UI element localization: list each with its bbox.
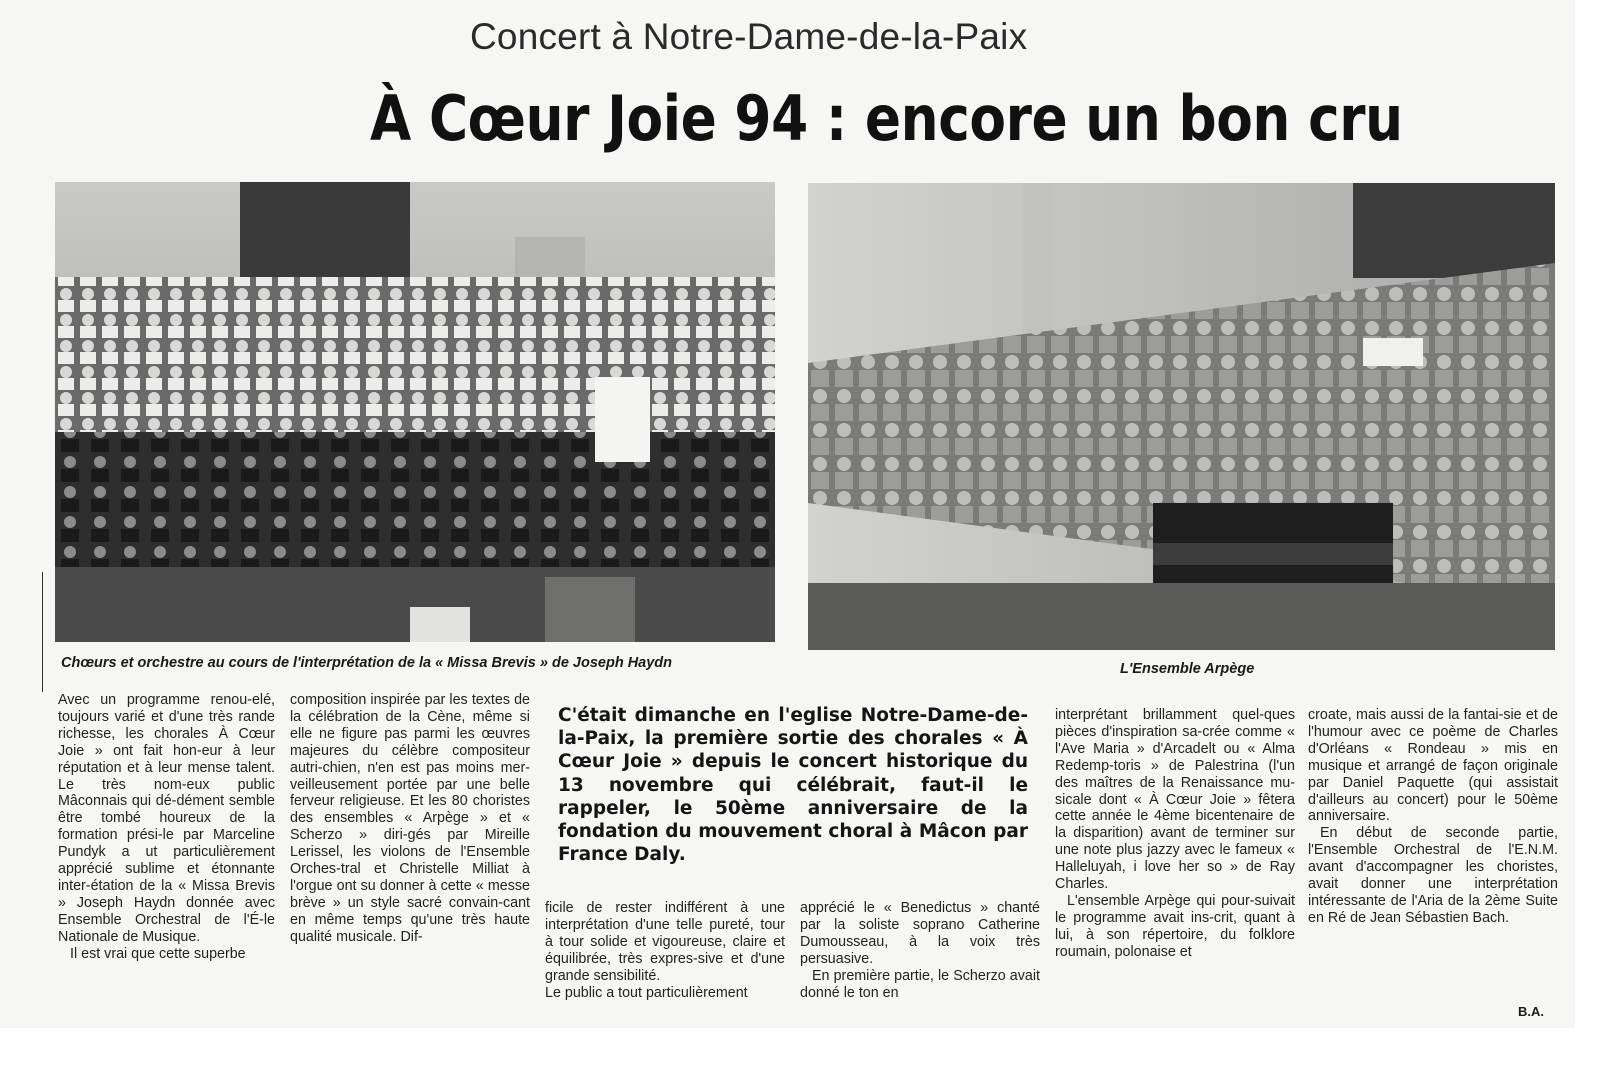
article-headline: À Cœur Joie 94 : encore un bon cru: [370, 82, 1403, 155]
article-column-5: [1055, 707, 1295, 1007]
photo-choir-orchestra: [55, 182, 775, 642]
author-signature: B.A.: [1518, 1004, 1544, 1019]
paragraph: En début de seconde partie, l'Ensemble Orchestral de l'E.N.M. avant d'accompagner les choristes, avait donner une interprétation intéressante de l'Aria de la 2ème Suite en Ré de Jean Sébastien Bach.: [1308, 825, 1558, 926]
paragraph: croate, mais aussi de la fantai-sie et de l'humour avec ce poème de Charles d'Orléans « Rondeau » mis en musique et arrangé de façon originale par Daniel Paquette (qui assistait d'ailleurs au concert) pour le 50ème anniversaire.: [1308, 707, 1558, 825]
paragraph: ficile de rester indifférent à une interprétation d'une telle pureté, tour à tour solide et vigoureuse, claire et équilibrée, très expres-sive et d'une grande sensibilité.: [545, 900, 785, 984]
paragraph: L'ensemble Arpège qui pour-suivait le programme avait ins-crit, quant à lui, à son répertoire, du folklore roumain, polonaise et: [1055, 892, 1295, 960]
paragraph: interprétant brillamment quel-ques pièces d'inspiration sa-crée comme « l'Ave Maria » d'Arcadelt ou « Alma Redemp-toris » de Palestrina (l'un des maîtres de la Renaissance mu-sicale dont « À Cœur Joie » fêtera cette année le 4ème bicentenaire de la disparition) avant de terminer sur une note plus jazzy avec le fameux « Halleluyah, i love her so » de Ray Charles.: [1055, 707, 1295, 893]
paragraph: Il est vrai que cette superbe: [70, 945, 246, 962]
photo-ensemble-arpege: [808, 183, 1555, 650]
article-column-2: [290, 692, 530, 1007]
article-column-1: [58, 692, 275, 1007]
article-column-3: [545, 900, 785, 1010]
paragraph: Avec un programme renou-elé, toujours varié et d'une très rande richesse, les chorales À Cœur Joie » ont fait hon-eur à leur réputation et à leur mense talent. Le très nom-eux public Mâconnais qui dé-dément semble être tombé houreux de la formation prési-le par Marceline Pundyk a ut particulièrement apprécié sublime et étonnante inter-étation de la « Missa Brevis » Joseph Haydn donnée avec Ensemble Orchestral de l'É-le Nationale de Musique.: [58, 692, 275, 945]
article-lead: C'était dimanche en l'eglise Notre-Dame-de-la-Paix, la première sortie des chorales « À Cœur Joie » depuis le concert historique du 13 novembre qui célébrait, faut-il le rappeler, le 50ème anniversaire de la fondation du mouvement choral à Mâcon par France Daly.: [558, 705, 1028, 866]
article-column-6: [1308, 707, 1558, 1002]
photo-choir-orchestra-image: [55, 182, 775, 642]
paragraph: apprécié le « Benedictus » chanté par la soliste soprano Catherine Dumousseau, à la voix très persuasive.: [800, 900, 1040, 967]
photo-right-caption: L'Ensemble Arpège: [1120, 661, 1255, 677]
article-column-4: [800, 900, 1040, 1010]
paragraph: Le public a tout particulièrement: [545, 984, 748, 1001]
paragraph: En première partie, le Scherzo avait donné le ton en: [800, 967, 1040, 1001]
photo-ensemble-arpege-image: [808, 183, 1555, 650]
margin-rule: [42, 572, 43, 692]
article-kicker: Concert à Notre-Dame-de-la-Paix: [470, 16, 1028, 57]
paragraph: composition inspirée par les textes de la célébration de la Cène, même si elle ne figure pas parmi les œuvres majeures du célèbre compositeur autri-chien, n'en est pas moins mer-veilleusement portée par une belle ferveur religieuse. Et les 80 choristes des ensembles « Arpège » et « Scherzo » diri-gés par Mireille Lerissel, les violons de l'Ensemble Orches-tral et Christelle Milliat à l'orgue ont su donner à cette « messe brève » un style sacré convain-cant en même temps qu'une très haute qualité musicale. Dif-: [290, 692, 530, 945]
photo-left-caption: Chœurs et orchestre au cours de l'interprétation de la « Missa Brevis » de Joseph Haydn: [61, 655, 673, 671]
